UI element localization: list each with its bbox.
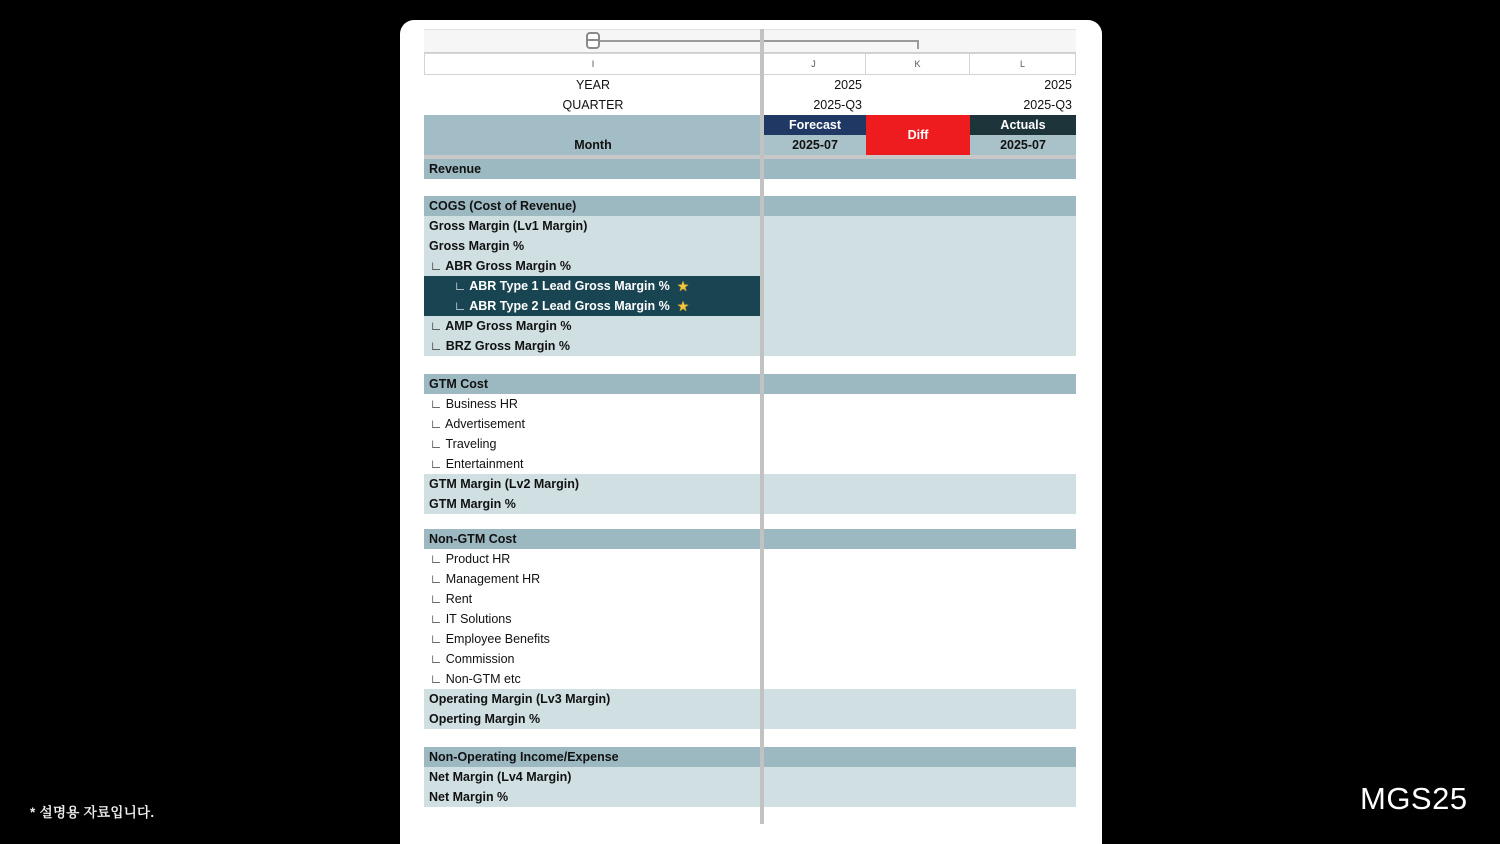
- slider-track: [595, 40, 919, 42]
- row-value-cell[interactable]: [762, 767, 1076, 787]
- table-row: [424, 434, 1076, 454]
- row-label-cell[interactable]: [424, 787, 762, 807]
- row-value-cell[interactable]: [762, 549, 1076, 569]
- table-row: [424, 374, 1076, 394]
- table-row: [424, 179, 1076, 196]
- table-row: [424, 529, 1076, 549]
- row-value-cell[interactable]: [762, 236, 1076, 256]
- row-label: ∟ ABR Type 1 Lead Gross Margin %: [454, 279, 670, 293]
- row-label-cell[interactable]: [424, 276, 762, 296]
- row-label: ∟ IT Solutions: [430, 612, 512, 626]
- table-row: [424, 454, 1076, 474]
- quarter-actuals-cell[interactable]: 2025-Q3: [1023, 98, 1072, 112]
- table-row: [424, 474, 1076, 494]
- row-value-cell[interactable]: [762, 529, 1076, 549]
- row-label-cell[interactable]: [424, 767, 762, 787]
- row-label-cell[interactable]: [424, 747, 762, 767]
- table-row: [424, 336, 1076, 356]
- table-row: [424, 196, 1076, 216]
- row-label-cell[interactable]: [424, 649, 762, 669]
- row-label-cell[interactable]: [424, 454, 762, 474]
- column-header-i[interactable]: I: [424, 53, 762, 75]
- row-label-cell[interactable]: [424, 569, 762, 589]
- row-value-cell[interactable]: [762, 569, 1076, 589]
- table-row: [424, 709, 1076, 729]
- row-label: ∟ Product HR: [430, 552, 511, 566]
- table-row: [424, 569, 1076, 589]
- row-label-cell[interactable]: [424, 609, 762, 629]
- spreadsheet-panel: [400, 20, 1102, 844]
- footnote-text: * 설명용 자료입니다.: [30, 805, 155, 820]
- star-icon: ★: [676, 278, 690, 294]
- timeline-strip: [424, 29, 1076, 53]
- quarter-forecast-cell[interactable]: 2025-Q3: [813, 98, 862, 112]
- row-value-cell[interactable]: [762, 474, 1076, 494]
- column-header-l[interactable]: L: [970, 53, 1076, 75]
- row-value-cell[interactable]: [762, 649, 1076, 669]
- row-label-cell[interactable]: [424, 256, 762, 276]
- row-value-cell[interactable]: [762, 316, 1076, 336]
- row-label-cell[interactable]: [424, 216, 762, 236]
- row-label: ∟ Employee Benefits: [430, 632, 550, 646]
- row-label-cell[interactable]: [424, 196, 762, 216]
- row-label-cell[interactable]: [424, 296, 762, 316]
- row-label-cell[interactable]: [424, 689, 762, 709]
- row-label: ∟ Entertainment: [430, 457, 524, 471]
- column-header-j[interactable]: J: [762, 53, 866, 75]
- forecast-month-cell[interactable]: 2025-07: [764, 135, 866, 155]
- row-label: ∟ Traveling: [430, 437, 497, 451]
- table-body: [424, 159, 1076, 807]
- year-forecast-cell[interactable]: 2025: [834, 78, 862, 92]
- table-row: [424, 216, 1076, 236]
- row-label-cell[interactable]: [424, 709, 762, 729]
- slider-handle[interactable]: [586, 32, 600, 49]
- table-row: [424, 414, 1076, 434]
- row-label: Revenue: [429, 162, 482, 176]
- row-label-cell[interactable]: [424, 529, 762, 549]
- row-label: ∟ AMP Gross Margin %: [430, 319, 572, 333]
- row-label: ∟ Rent: [430, 592, 473, 606]
- table-row: [424, 629, 1076, 649]
- row-label: Non-Operating Income/Expense: [429, 750, 619, 764]
- row-value-cell[interactable]: [762, 494, 1076, 514]
- table-row: [424, 256, 1076, 276]
- table-row: [424, 689, 1076, 709]
- column-header-row: [424, 53, 1076, 75]
- row-value-cell[interactable]: [762, 434, 1076, 454]
- row-label-cell[interactable]: [424, 669, 762, 689]
- year-actuals-cell[interactable]: 2025: [1044, 78, 1072, 92]
- quarter-diff-cell[interactable]: [866, 95, 970, 115]
- quarter-label: QUARTER: [562, 98, 624, 112]
- freeze-pane-vertical-divider: [760, 29, 764, 824]
- row-label: ∟ BRZ Gross Margin %: [430, 339, 571, 353]
- row-label-cell[interactable]: [424, 236, 762, 256]
- table-row: [424, 159, 1076, 179]
- forecast-header-cell[interactable]: Forecast: [764, 115, 866, 135]
- year-label: YEAR: [575, 78, 611, 92]
- row-label: COGS (Cost of Revenue): [429, 199, 577, 213]
- quarter-row: [424, 95, 1076, 115]
- brand-label: MGS25: [1360, 781, 1468, 816]
- table-row: [424, 316, 1076, 336]
- row-label: Non-GTM Cost: [429, 532, 517, 546]
- table-row: [424, 729, 1076, 747]
- table-row: [424, 356, 1076, 374]
- row-value-cell[interactable]: [762, 629, 1076, 649]
- month-header-cell[interactable]: Month: [424, 115, 762, 155]
- row-value-cell[interactable]: [762, 747, 1076, 767]
- row-label: Gross Margin %: [429, 239, 525, 253]
- slider-end-tick: [917, 40, 919, 49]
- table-row: [424, 514, 1076, 529]
- row-label-cell[interactable]: [424, 374, 762, 394]
- row-label: GTM Margin %: [429, 497, 516, 511]
- row-label: ∟ Management HR: [430, 572, 541, 586]
- table-row: [424, 787, 1076, 807]
- row-value-cell[interactable]: [762, 256, 1076, 276]
- row-label-cell[interactable]: [424, 549, 762, 569]
- table-row: [424, 296, 1076, 316]
- star-icon: ★: [676, 298, 690, 314]
- row-label: ∟ Advertisement: [430, 417, 525, 431]
- row-label-cell[interactable]: [424, 414, 762, 434]
- row-value-cell[interactable]: [762, 709, 1076, 729]
- row-value-cell[interactable]: [762, 609, 1076, 629]
- table-row: [424, 669, 1076, 689]
- row-value-cell[interactable]: [762, 669, 1076, 689]
- row-label: Net Margin (Lv4 Margin): [429, 770, 572, 784]
- table-row: [424, 747, 1076, 767]
- row-value-cell[interactable]: [762, 374, 1076, 394]
- table-row: [424, 236, 1076, 256]
- table-row: [424, 494, 1076, 514]
- row-value-cell[interactable]: [762, 787, 1076, 807]
- row-value-cell[interactable]: [762, 159, 1076, 179]
- row-label: ∟ ABR Type 2 Lead Gross Margin %: [454, 299, 670, 313]
- row-value-cell[interactable]: [762, 589, 1076, 609]
- row-value-cell[interactable]: [762, 296, 1076, 316]
- year-diff-cell[interactable]: [866, 75, 970, 95]
- row-label: ∟ Commission: [430, 652, 515, 666]
- row-label-cell[interactable]: [424, 336, 762, 356]
- table-row: [424, 394, 1076, 414]
- freeze-pane-horizontal-divider: [424, 155, 1076, 159]
- row-label: Operting Margin %: [429, 712, 541, 726]
- row-value-cell[interactable]: [762, 689, 1076, 709]
- row-label-cell[interactable]: [424, 494, 762, 514]
- row-label: ∟ Business HR: [430, 397, 518, 411]
- diff-header-cell[interactable]: Diff: [866, 115, 970, 155]
- row-value-cell[interactable]: [762, 454, 1076, 474]
- row-label-cell[interactable]: [424, 394, 762, 414]
- table-row: [424, 589, 1076, 609]
- row-value-cell[interactable]: [762, 216, 1076, 236]
- column-header-k[interactable]: K: [866, 53, 970, 75]
- year-row: [424, 75, 1076, 95]
- row-label-cell[interactable]: [424, 474, 762, 494]
- table-row: [424, 767, 1076, 787]
- row-label: ∟ Non-GTM etc: [430, 672, 521, 686]
- row-label-cell[interactable]: [424, 316, 762, 336]
- row-label-cell[interactable]: [424, 159, 762, 179]
- row-label-cell[interactable]: [424, 434, 762, 454]
- row-label: GTM Cost: [429, 377, 489, 391]
- table-row: [424, 276, 1076, 296]
- row-value-cell[interactable]: [762, 394, 1076, 414]
- row-label: GTM Margin (Lv2 Margin): [429, 477, 579, 491]
- scenario-header-block: [424, 115, 1076, 155]
- row-label-cell[interactable]: [424, 589, 762, 609]
- row-value-cell[interactable]: [762, 196, 1076, 216]
- row-label-cell[interactable]: [424, 629, 762, 649]
- table-row: [424, 609, 1076, 629]
- row-value-cell[interactable]: [762, 276, 1076, 296]
- table-row: [424, 549, 1076, 569]
- row-label: Operating Margin (Lv3 Margin): [429, 692, 611, 706]
- actuals-header-cell[interactable]: Actuals: [970, 115, 1076, 135]
- row-label: Net Margin %: [429, 790, 509, 804]
- row-label: ∟ ABR Gross Margin %: [430, 259, 571, 273]
- actuals-month-cell[interactable]: 2025-07: [970, 135, 1076, 155]
- row-value-cell[interactable]: [762, 414, 1076, 434]
- table-row: [424, 649, 1076, 669]
- row-value-cell[interactable]: [762, 336, 1076, 356]
- row-label: Gross Margin (Lv1 Margin): [429, 219, 588, 233]
